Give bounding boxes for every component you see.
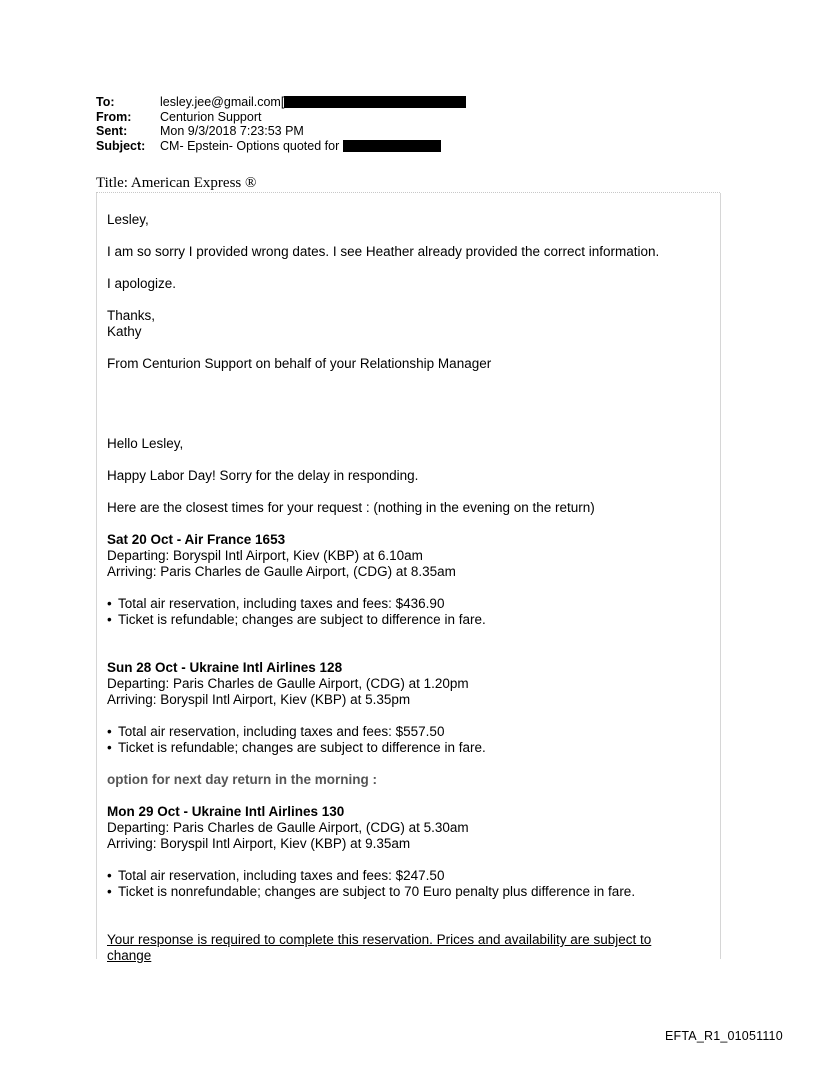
sent-row	[96, 124, 466, 139]
flight-policy: • Ticket is refundable; changes are subject to difference in fare.	[107, 740, 697, 756]
flight-option	[107, 532, 697, 628]
from-value: Centurion Support	[160, 109, 262, 124]
apology-line-2: I apologize.	[107, 276, 177, 291]
flight-option	[107, 804, 697, 900]
subject-label: Subject:	[96, 138, 146, 153]
apology-line: I am so sorry I provided wrong dates. I see Heather already provided the correct information.	[107, 244, 660, 259]
thanks-line: Thanks,	[107, 308, 156, 323]
greeting-2: Hello Lesley,	[107, 436, 184, 451]
labor-day-line: Happy Labor Day! Sorry for the delay in responding.	[107, 468, 419, 483]
subject-value: CM- Epstein- Options quoted for	[160, 139, 441, 154]
document-title: Title: American Express ®	[96, 175, 257, 191]
flight-price: • Total air reservation, including taxes and fees: $436.90	[107, 596, 697, 612]
next-day-option-heading: option for next day return in the morning :	[107, 772, 377, 787]
sent-label: Sent:	[96, 124, 128, 138]
flight-departing: Departing: Boryspil Intl Airport, Kiev (KBP) at 6.10am	[107, 548, 423, 563]
to-label: To:	[96, 95, 115, 109]
intro-line: Here are the closest times for your request : (nothing in the evening on the return)	[107, 500, 595, 515]
email-header	[96, 95, 466, 153]
email-body	[107, 212, 697, 964]
flight-departing: Departing: Paris Charles de Gaulle Airport, (CDG) at 5.30am	[107, 820, 469, 835]
to-value: lesley.jee@gmail.com[	[160, 95, 466, 110]
flight-departing: Departing: Paris Charles de Gaulle Airport, (CDG) at 1.20pm	[107, 676, 469, 691]
signer-name: Kathy	[107, 324, 142, 339]
flight-price: • Total air reservation, including taxes and fees: $557.50	[107, 724, 697, 740]
flight-option	[107, 660, 697, 756]
flight-arriving: Arriving: Boryspil Intl Airport, Kiev (KBP) at 5.35pm	[107, 692, 411, 707]
greeting: Lesley,	[107, 212, 149, 227]
response-required-text-2: change	[107, 948, 152, 963]
flight-title: Sun 28 Oct - Ukraine Intl Airlines 128	[107, 660, 343, 675]
to-row	[96, 95, 466, 110]
document-id: EFTA_R1_01051110	[665, 1029, 783, 1043]
flight-title: Sat 20 Oct - Air France 1653	[107, 532, 286, 547]
from-label: From:	[96, 109, 132, 124]
subject-row	[96, 139, 466, 154]
flight-title: Mon 29 Oct - Ukraine Intl Airlines 130	[107, 804, 345, 819]
redaction-box	[284, 96, 466, 108]
redaction-box	[343, 140, 441, 152]
flight-arriving: Arriving: Boryspil Intl Airport, Kiev (KBP) at 9.35am	[107, 836, 411, 851]
flight-policy: • Ticket is refundable; changes are subject to difference in fare.	[107, 612, 697, 628]
from-row	[96, 110, 466, 125]
flight-policy: • Ticket is nonrefundable; changes are subject to 70 Euro penalty plus difference in fare.	[107, 884, 697, 900]
flight-arriving: Arriving: Paris Charles de Gaulle Airport, (CDG) at 8.35am	[107, 564, 456, 579]
sent-value: Mon 9/3/2018 7:23:53 PM	[160, 124, 304, 138]
flight-price: • Total air reservation, including taxes and fees: $247.50	[107, 868, 697, 884]
behalf-line: From Centurion Support on behalf of your Relationship Manager	[107, 356, 492, 371]
response-required-text: Your response is required to complete this reservation. Prices and availability are subject to	[107, 932, 652, 947]
